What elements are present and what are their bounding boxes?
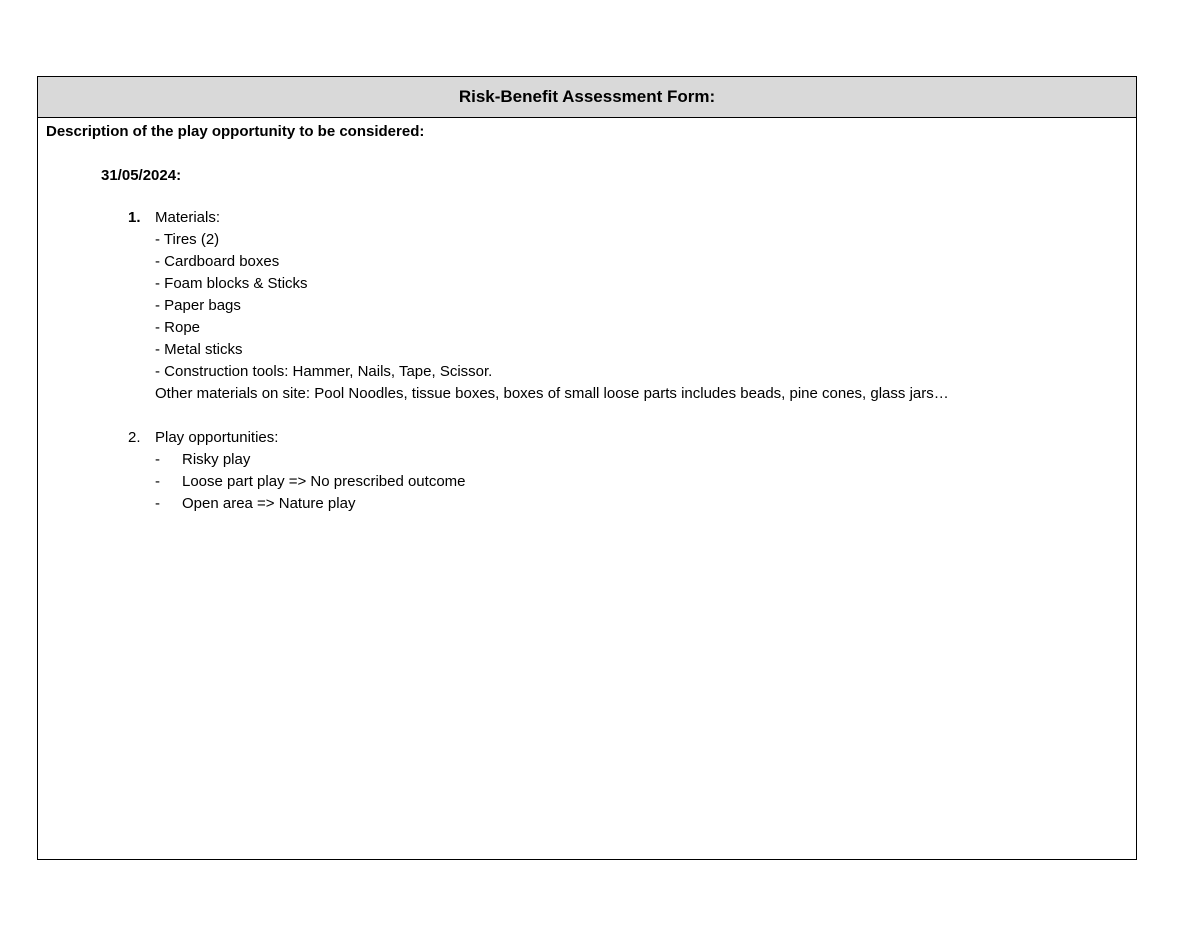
materials-item: - Metal sticks <box>155 341 243 358</box>
risk-benefit-form <box>37 76 1137 860</box>
description-label: Description of the play opportunity to be considered: <box>46 123 425 140</box>
bullet-dash: - <box>155 473 160 490</box>
materials-item: - Paper bags <box>155 297 241 314</box>
list-item <box>155 493 1128 515</box>
form-body <box>38 118 1136 515</box>
play-item-label: Risky play <box>182 451 251 468</box>
play-number: 2. <box>128 429 141 446</box>
play-opportunities-section <box>46 427 1128 515</box>
materials-item: - Rope <box>155 319 201 336</box>
materials-item: - Construction tools: Hammer, Nails, Tape, Scissor. <box>155 363 493 380</box>
bullet-dash: - <box>155 495 160 512</box>
materials-item: - Cardboard boxes <box>155 253 280 270</box>
form-header <box>38 77 1136 118</box>
assessment-date: 31/05/2024: <box>101 167 182 184</box>
form-title: Risk-Benefit Assessment Form: <box>458 87 716 106</box>
materials-number: 1. <box>128 209 141 226</box>
materials-item: - Foam blocks & Sticks <box>155 275 308 292</box>
materials-section <box>46 207 1128 405</box>
materials-item: - Tires (2) <box>155 231 220 248</box>
play-heading: Play opportunities: <box>155 429 279 446</box>
list-item <box>155 449 1128 471</box>
bullet-dash: - <box>155 451 160 468</box>
play-item-label: Open area => Nature play <box>182 495 356 512</box>
play-item-label: Loose part play => No prescribed outcome <box>182 473 466 490</box>
other-materials: Other materials on site: Pool Noodles, tissue boxes, boxes of small loose parts includes beads, pine cones, glass jars… <box>155 385 949 402</box>
materials-heading: Materials: <box>155 209 221 226</box>
list-item <box>155 471 1128 493</box>
